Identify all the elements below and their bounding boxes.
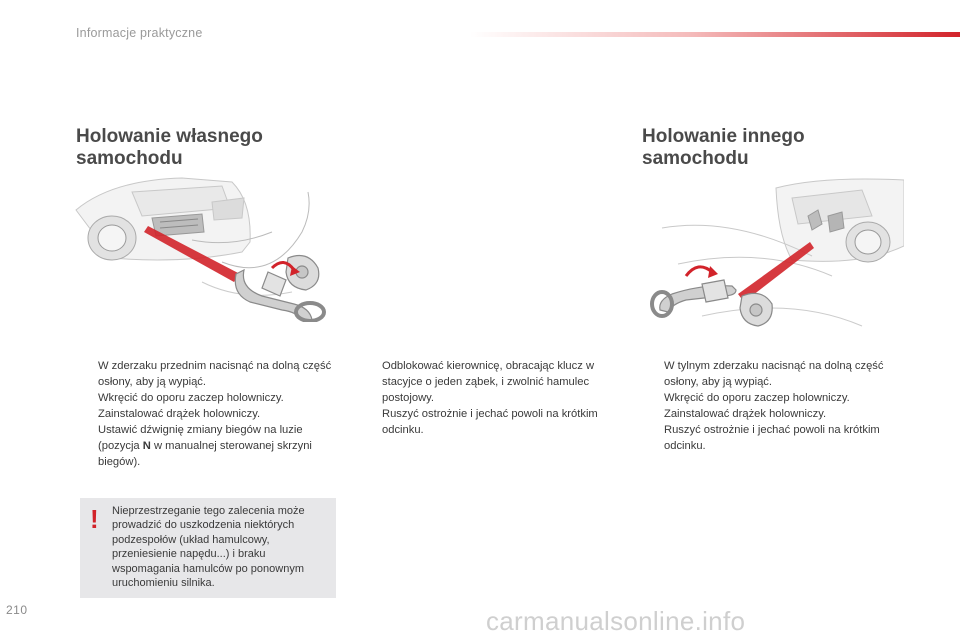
list-item [360,358,622,406]
middle-steps-list [360,358,622,438]
list-item [76,358,338,390]
warning-box [80,498,336,598]
step-text: Wkręcić do oporu zaczep holowniczy. [98,392,284,404]
left-title-line2: samochodu [76,148,183,169]
step-text: Ruszyć ostrożnie i jechać powoli na krótkim odcinku. [382,408,598,436]
header-accent-bar [470,32,960,37]
list-item [76,390,338,406]
right-steps-list [642,358,904,454]
warning-icon: ! [90,504,99,534]
step-text: Ruszyć ostrożnie i jechać powoli na krótkim odcinku. [664,424,880,452]
left-steps-list [76,358,338,470]
list-item [76,422,338,470]
list-item [76,406,338,422]
step-text-part1: Ustawić dźwignię zmiany biegów na luzie (pozycja [98,424,303,452]
gear-position-label: N [142,440,151,452]
watermark: carmanualsonline.info [486,606,746,636]
step-text: W zderzaku przednim nacisnąć na dolną część osłony, aby ją wypiąć. [98,360,332,388]
list-item [360,406,622,438]
warning-text: Nieprzestrzeganie tego zalecenia może prowadzić do uszkodzenia niektórych podzespołów (układ hamulcowy, przeniesienie napędu...) i braku wspomagania hamulców po ponownym uruchomieniu silnika. [112,505,305,590]
left-section-title [76,126,326,170]
list-item [642,390,904,406]
list-item [642,422,904,454]
step-text-part2: w manualnej sterowanej skrzyni biegów). [98,440,312,468]
step-text: Zainstalować drążek holowniczy. [664,408,827,420]
step-text: Zainstalować drążek holowniczy. [98,408,261,420]
right-section-title [642,126,892,170]
left-title-line1: Holowanie własnego [76,126,263,147]
front-towing-illustration [72,172,332,322]
list-item [642,406,904,422]
rear-towing-illustration [642,176,904,334]
section-header: Informacje praktyczne [76,26,203,40]
list-item [642,358,904,390]
right-title-line1: Holowanie innego [642,126,805,147]
step-text: Wkręcić do oporu zaczep holowniczy. [664,392,850,404]
step-text: W tylnym zderzaku nacisnąć na dolną część osłony, aby ją wypiąć. [664,360,884,388]
step-text: Odblokować kierownicę, obracając klucz w stacyjce o jeden ząbek, i zwolnić hamulec postojowy. [382,360,595,404]
page-number: 210 [6,603,28,617]
right-title-line2: samochodu [642,148,749,169]
